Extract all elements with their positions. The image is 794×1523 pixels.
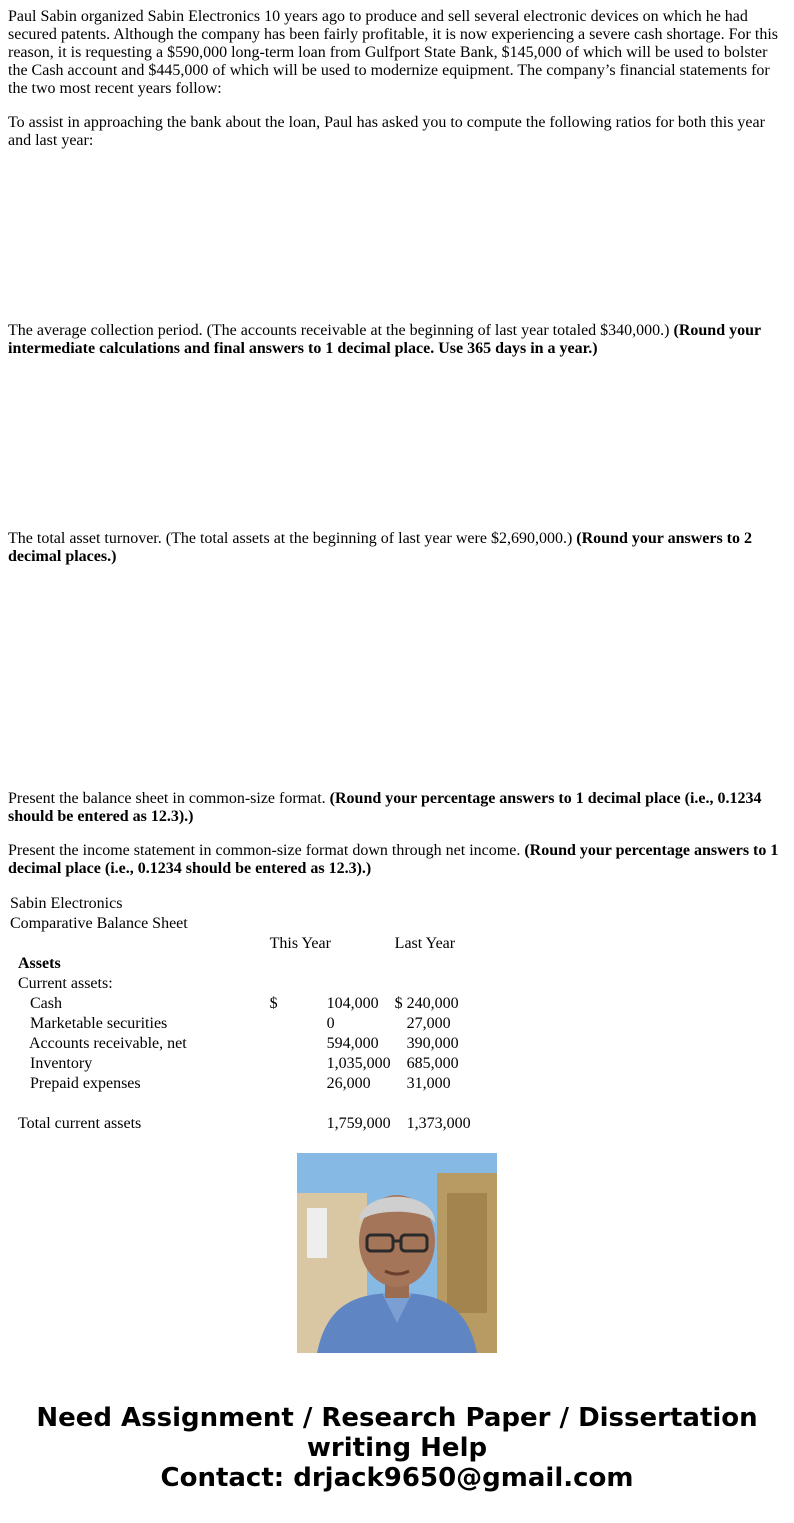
row-ty-prefix bbox=[268, 1034, 325, 1054]
table-row bbox=[8, 1074, 478, 1094]
row-ly-prefix bbox=[393, 1014, 405, 1034]
collection-period-text: The average collection period. (The accounts receivable at the beginning of last year totaled $340,000.) bbox=[8, 322, 674, 339]
col-header-this-year: This Year bbox=[269, 935, 331, 952]
asset-turnover-instruction: (Round your answers to 2 decimal places.) bbox=[8, 530, 753, 565]
row-ly-value: 31,000 bbox=[406, 1075, 451, 1092]
row-ty-prefix: $ bbox=[269, 995, 278, 1012]
statement-title: Comparative Balance Sheet bbox=[10, 915, 188, 932]
row-label: Inventory bbox=[30, 1055, 93, 1072]
table-row bbox=[8, 1014, 478, 1034]
row-ly-prefix bbox=[393, 1054, 405, 1074]
row-ly-prefix: $ bbox=[394, 995, 403, 1012]
row-ty-value: 0 bbox=[326, 1015, 335, 1032]
row-ly-value: 685,000 bbox=[406, 1055, 459, 1072]
row-ty-value: 104,000 bbox=[326, 995, 379, 1012]
row-ty-prefix bbox=[268, 1074, 325, 1094]
table-row bbox=[8, 1034, 478, 1054]
income-statement-instruction: (Round your percentage answers to 1 decimal place (i.e., 0.1234 should be entered as 12.3).) bbox=[8, 842, 779, 877]
row-ly-value: 240,000 bbox=[406, 995, 459, 1012]
company-name: Sabin Electronics bbox=[10, 895, 123, 912]
table-row bbox=[8, 994, 478, 1014]
footer-contact: Contact: drjack9650@gmail.com bbox=[160, 1463, 634, 1493]
row-ty-prefix bbox=[268, 1014, 325, 1034]
row-ly-prefix bbox=[393, 1034, 405, 1054]
row-ly-value: 390,000 bbox=[406, 1035, 459, 1052]
row-ty-value: 594,000 bbox=[326, 1035, 379, 1052]
total-ty-value: 1,759,000 bbox=[326, 1115, 391, 1132]
asset-turnover-text: The total asset turnover. (The total assets at the beginning of last year were $2,690,000.) bbox=[8, 530, 577, 547]
row-ly-value: 27,000 bbox=[406, 1015, 451, 1032]
person-photo-icon bbox=[297, 1153, 497, 1353]
total-label: Total current assets bbox=[18, 1115, 142, 1132]
row-label: Cash bbox=[30, 995, 62, 1012]
footer-line-1: Need Assignment / Research Paper / Dissertation writing Help bbox=[36, 1403, 758, 1463]
assets-heading: Assets bbox=[18, 955, 61, 972]
total-ly-value: 1,373,000 bbox=[406, 1115, 471, 1132]
asset-turnover-question bbox=[8, 530, 786, 566]
row-ty-prefix bbox=[268, 1054, 325, 1074]
footer-banner bbox=[0, 1403, 794, 1493]
table-row bbox=[8, 1054, 478, 1074]
row-ty-value: 1,035,000 bbox=[326, 1055, 391, 1072]
balance-sheet-instruction: (Round your percentage answers to 1 decimal place (i.e., 0.1234 should be entered as 12.3).) bbox=[8, 790, 762, 825]
row-label: Accounts receivable, net bbox=[29, 1035, 187, 1052]
balance-sheet-table-container bbox=[8, 894, 478, 1132]
col-header-last-year: Last Year bbox=[394, 935, 456, 952]
balance-sheet-text: Present the balance sheet in common-size format. bbox=[8, 790, 330, 807]
balance-sheet-question bbox=[8, 790, 786, 826]
current-assets-heading: Current assets: bbox=[18, 975, 113, 992]
row-ty-value: 26,000 bbox=[326, 1075, 371, 1092]
collection-period-question bbox=[8, 322, 786, 358]
balance-sheet-table bbox=[8, 894, 478, 1134]
row-label: Marketable securities bbox=[30, 1015, 168, 1032]
collection-period-instruction: (Round your intermediate calculations and final answers to 1 decimal place. Use 365 days in a year.) bbox=[8, 322, 761, 357]
income-statement-text: Present the income statement in common-size format down through net income. bbox=[8, 842, 525, 859]
row-ly-prefix bbox=[393, 1074, 405, 1094]
income-statement-question bbox=[8, 842, 794, 878]
ratios-intro-paragraph: To assist in approaching the bank about the loan, Paul has asked you to compute the following ratios for both this year and last year: bbox=[8, 114, 765, 149]
table-row bbox=[8, 1114, 478, 1134]
row-label: Prepaid expenses bbox=[30, 1075, 141, 1092]
intro-paragraph: Paul Sabin organized Sabin Electronics 10 years ago to produce and sell several electronic devices on which he had secured patents. Although the company has been fairly profitable, it is now experiencing a severe cash shortage. For this reason, it is requesting a $590,000 long-term loan from Gulfport State Bank, $145,000 of which will be used to bolster the Cash account and $445,000 of which will be used to modernize equipment. The company’s financial statements for the two most recent years follow: bbox=[8, 8, 778, 97]
